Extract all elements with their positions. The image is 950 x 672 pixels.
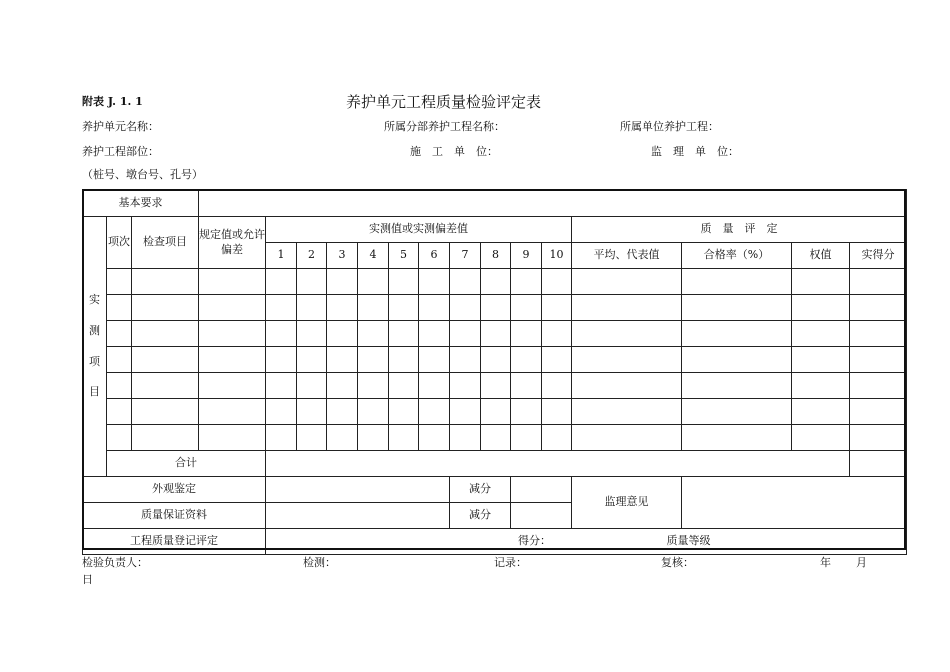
col-header-7: 7 [450, 243, 481, 269]
grade-label: 质量等级 [666, 534, 711, 548]
qa-deduct-label: 减分 [450, 503, 511, 529]
qa-deduct-value[interactable] [511, 503, 572, 529]
table-row [83, 295, 907, 321]
reviewer-label: 复核： [661, 556, 694, 569]
total-weight[interactable] [850, 451, 907, 477]
appearance-deduct-value[interactable] [511, 477, 572, 503]
record-eval-label: 工程质量登记评定 [83, 529, 266, 555]
col-header-4: 4 [358, 243, 389, 269]
tester-label: 检测： [303, 556, 336, 569]
appendix-label: 附表 J. 1. 1 [82, 95, 143, 108]
table-row [83, 399, 907, 425]
basic-requirements-value[interactable] [199, 190, 907, 217]
total-value[interactable] [266, 451, 850, 477]
qa-docs-value[interactable] [266, 503, 450, 529]
table-row [83, 373, 907, 399]
page-title: 养护单元工程质量检验评定表 [346, 93, 542, 111]
col-header-1: 1 [266, 243, 297, 269]
col-header-8: 8 [481, 243, 511, 269]
basic-requirements-label: 基本要求 [83, 190, 199, 217]
col-header-10: 10 [542, 243, 572, 269]
inspector-label: 检验负责人： [82, 556, 148, 569]
recorder-label: 记录： [494, 556, 527, 569]
supervision-opinion-label: 监理意见 [572, 477, 682, 529]
item-no-header: 项次 [107, 217, 132, 269]
spec-value-header: 规定值或允许偏差 [199, 217, 266, 269]
pass-rate-header: 合格率（%） [682, 243, 792, 269]
qa-docs-label: 质量保证资料 [83, 503, 266, 529]
col-header-5: 5 [389, 243, 419, 269]
col-header-2: 2 [297, 243, 327, 269]
measured-values-header: 实测值或实测偏差值 [266, 217, 572, 243]
score-header: 实得分 [850, 243, 907, 269]
col-header-3: 3 [327, 243, 358, 269]
table-row [83, 347, 907, 373]
total-label: 合计 [107, 451, 266, 477]
division-label: 所属分部养护工程名称： [384, 120, 505, 133]
supervisor-label: 监 理 单 位： [651, 145, 739, 158]
avg-header: 平均、代表值 [572, 243, 682, 269]
pile-note: （桩号、墩台号、孔号） [82, 168, 203, 181]
day-label: 日 [82, 573, 93, 586]
unit-name-label: 养护单元名称： [82, 120, 159, 133]
table-row [83, 321, 907, 347]
appearance-value[interactable] [266, 477, 450, 503]
measured-items-label: 实 测 项 目 [83, 217, 107, 477]
check-item-header: 检查项目 [132, 217, 199, 269]
col-header-6: 6 [419, 243, 450, 269]
record-eval-value[interactable] [266, 529, 907, 555]
col-header-9: 9 [511, 243, 542, 269]
table-row [83, 269, 907, 295]
quality-eval-header: 质 量 评 定 [572, 217, 907, 243]
appearance-deduct-label: 减分 [450, 477, 511, 503]
quality-evaluation-table [82, 189, 907, 555]
table-row [83, 425, 907, 451]
month-label: 月 [856, 556, 867, 569]
location-label: 养护工程部位： [82, 145, 159, 158]
contractor-label: 施 工 单 位： [410, 145, 498, 158]
supervision-opinion-value[interactable] [682, 477, 907, 529]
points-label: 得分： [518, 534, 551, 548]
appearance-label: 外观鉴定 [83, 477, 266, 503]
weight-header: 权值 [792, 243, 850, 269]
parent-unit-label: 所属单位养护工程： [620, 120, 719, 133]
year-label: 年 [820, 556, 831, 569]
